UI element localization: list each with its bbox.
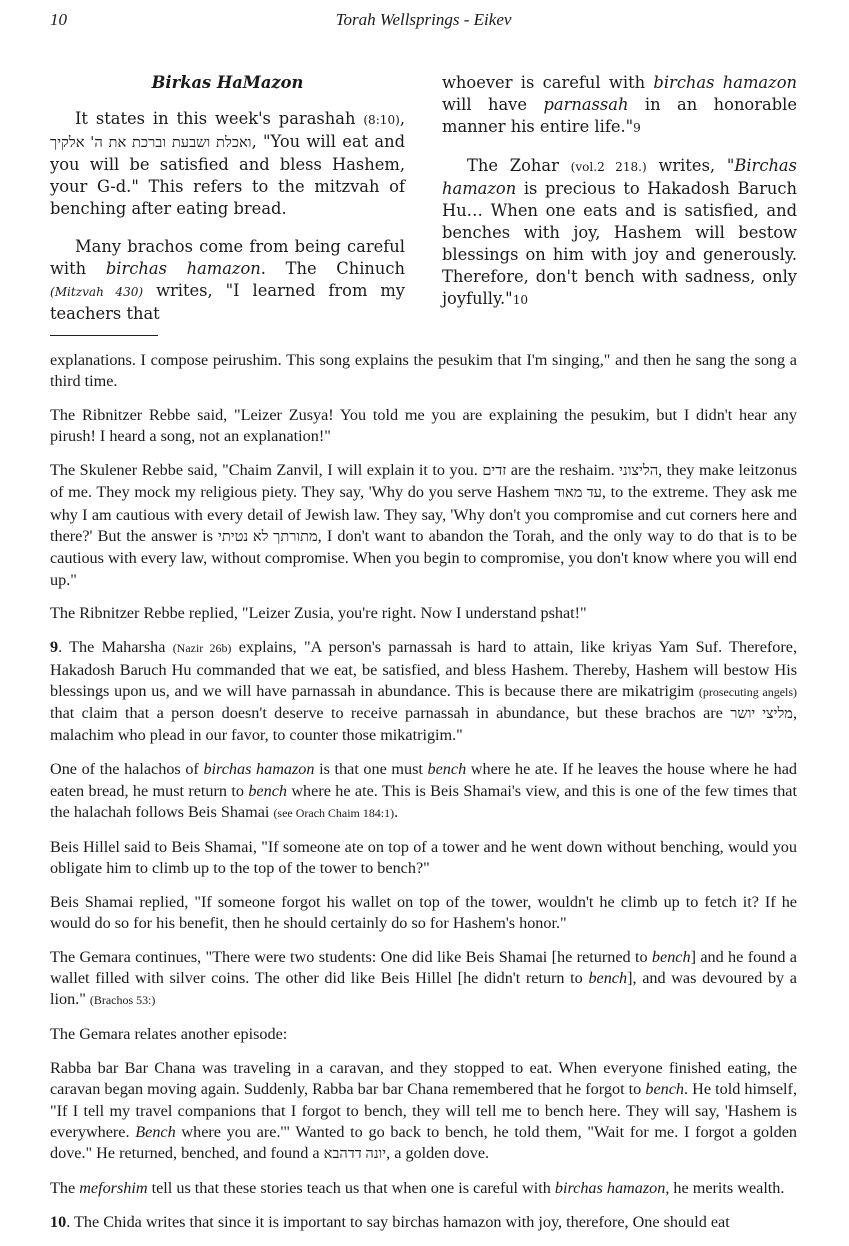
text-run: Many brachos come from being careful with — [50, 237, 405, 278]
emphasis: birchas hamazon — [653, 73, 797, 92]
emphasis: bench — [588, 969, 628, 988]
text-run: . The Maharsha — [58, 638, 173, 657]
paragraph — [50, 350, 797, 393]
left-column — [50, 72, 405, 341]
hebrew-text: ואכלת ושבעת וברכת את ה' אלקיך — [50, 134, 252, 151]
paragraph — [50, 460, 797, 591]
footnotes — [50, 350, 797, 1246]
text-run: . The Chinuch — [260, 259, 405, 278]
emphasis: birchas hamazon — [105, 259, 261, 278]
emphasis: Birchas hamazon — [442, 156, 797, 198]
paragraph — [50, 837, 797, 880]
text-run: where he ate. This is Beis Shamai's view, and this is one of the few times that the halachah follows Beis Shamai — [50, 781, 797, 821]
paragraph — [50, 405, 797, 448]
section-heading: Birkas HaMazon — [151, 73, 304, 92]
text-run: , — [399, 109, 405, 128]
text-run: explains, "A person's parnassah is hard to attain, like kriyas Yam Suf. Therefore, Hakadosh Baruch Hu commanded that we eat, be satisfied, and bless Hashem. Thereby, Hashem will bestow His blessings upon us, and we will have parnassah in abundance. This is because there are mikatrigim — [50, 638, 797, 700]
hebrew-text: הליצוני — [619, 463, 659, 480]
text-run: The Gemara relates another episode: — [50, 1025, 288, 1044]
text-run: ], and was devoured by a lion." — [50, 969, 797, 1009]
hebrew-text: עד מאוד — [554, 485, 602, 502]
right-paragraphs — [442, 72, 797, 311]
footnote-divider — [50, 335, 158, 336]
text-run: where you are.'" Wanted to go back to bench, he told them, "Wait for me. I forgot a golden dove." He returned, benched, and found a — [50, 1122, 798, 1163]
hebrew-text: זדים — [482, 463, 507, 480]
text-run: . — [394, 802, 399, 821]
page-number: 10 — [50, 10, 67, 29]
emphasis: bench — [427, 760, 467, 779]
hebrew-text: יונה דדהבא — [323, 1146, 387, 1163]
paragraph — [50, 108, 405, 220]
paragraph — [50, 1178, 797, 1199]
text-run: , malachim who plead in our favor, to counter those mikatrigim." — [50, 704, 797, 745]
text-run: The Ribnitzer Rebbe said, "Leizer Zusya! You told me you are explaining the pesukim, but I didn't hear any pirush! I heard a song, not an explanation!" — [50, 406, 797, 446]
paragraph — [50, 603, 797, 624]
text-run: The Skulener Rebbe said, "Chaim Zanvil, I will explain it to you. — [50, 461, 483, 480]
citation: (Mitzvah 430) — [50, 285, 144, 299]
emphasis: bench — [248, 781, 287, 800]
text-run: writes, "I learned from my teachers that — [50, 281, 405, 323]
text-run: The Gemara continues, "There were two students: One did like Beis Shamai [he returned to — [50, 947, 652, 966]
text-run: is precious to Hakadosh Baruch Hu… When one eats and is satisfied, and benches with joy, Hashem will bestow blessings on him with joy and generously. Therefore, don't bench with sadness, only joyfully." — [442, 179, 797, 308]
text-run: explanations. I compose peirushim. This song explains the pesukim that I'm singing," and then he sang the song a third time. — [50, 351, 797, 391]
citation: 9 — [633, 121, 641, 135]
footnote-number: 9 — [50, 638, 59, 657]
text-run: It states in this week's parashah — [75, 109, 364, 128]
paragraph — [50, 236, 405, 325]
text-run: in an honorable manner his entire life." — [442, 95, 797, 136]
text-run: , "You will eat and you will be satisfied and bless Hashem, your G-d." This refers to the mitzvah of benching after eating bread. — [50, 132, 405, 218]
text-run: tell us that these stories teach us that when one is careful with — [147, 1179, 555, 1197]
text-run: where he ate. If he leaves the house where he had eaten bread, he must return to — [50, 760, 797, 800]
hebrew-text: מליצי יושר — [730, 706, 793, 723]
paragraph — [50, 1212, 797, 1233]
text-run: , a golden dove. — [386, 1144, 490, 1163]
citation: (vol.2 218.) — [570, 160, 647, 174]
footnote-paragraphs — [50, 350, 797, 1233]
text-run: The Ribnitzer Rebbe replied, "Leizer Zusia, you're right. Now I understand pshat!" — [50, 604, 587, 623]
emphasis: birchas hamazon — [203, 760, 315, 779]
text-run: One of the halachos of — [50, 760, 204, 779]
paragraph — [50, 1024, 797, 1045]
hebrew-text: מתורתך לא נטיתי — [218, 529, 318, 546]
text-run: , he merits wealth. — [665, 1179, 785, 1197]
text-run: writes, " — [646, 156, 735, 175]
text-run: , they make leitzonus of me. They mock my religious piety. They say, 'Why do you serve Hashem — [50, 461, 797, 502]
text-run: Beis Hillel said to Beis Shamai, "If someone ate on top of a tower and he went down without benching, would you obligate him to climb up to the top of the tower to bench?" — [50, 837, 797, 877]
text-run: is that one must — [314, 760, 428, 779]
citation: 10 — [512, 293, 529, 307]
paragraph — [50, 947, 797, 1012]
text-run: The — [50, 1179, 80, 1197]
citation: (Nazir 26b) — [172, 641, 232, 656]
text-run: Beis Shamai replied, "If someone forgot his wallet on top of the tower, wouldn't he climb up to fetch it? If he would do so for his benefit, then he should certainly do so for Hashem's honor." — [50, 892, 797, 933]
citation: (prosecuting angels) — [698, 684, 797, 699]
emphasis: Bench — [135, 1122, 176, 1141]
emphasis: parnassah — [543, 95, 629, 114]
text-run: The Zohar — [467, 156, 571, 175]
citation: (Brachos 53:) — [89, 993, 156, 1008]
text-run: . He told himself, "If I tell my travel companions that I forgot to bench, they will tell me to bench here. They will say, 'Hashem is everywhere. — [50, 1080, 797, 1141]
emphasis: meforshim — [79, 1179, 148, 1197]
emphasis: bench — [645, 1080, 684, 1099]
text-run: ] and he found a wallet filled with silver coins. The other did like Beis Hillel [he didn't return to — [50, 947, 797, 988]
text-run: , to the extreme. They ask me why I am cautious with every detail of Jewish law. They say, 'Why don't you compromise and cut corners here and there?' But the answer is — [50, 483, 797, 546]
right-column — [442, 72, 797, 341]
emphasis: birchas hamazon — [554, 1179, 666, 1197]
text-run: are the reshaim. — [506, 461, 620, 480]
paragraph — [50, 1058, 797, 1165]
text-run: , I don't want to abandon the Torah, and the only way to do that is to be cautious with every law, without compromise. When you begin to compromise, you don't know where you will end up." — [50, 527, 797, 589]
running-title: Torah Wellsprings - Eikev — [335, 10, 512, 29]
paragraph — [50, 637, 797, 746]
citation: (see Orach Chaim 184:1) — [273, 805, 395, 820]
left-paragraphs — [50, 108, 405, 325]
text-run: that claim that a person doesn't deserve to receive parnassah in abundance, but these brachos are — [50, 704, 731, 723]
running-header — [50, 10, 797, 36]
paragraph — [442, 155, 797, 311]
footnote-number: 10 — [50, 1212, 67, 1231]
paragraph — [50, 892, 797, 935]
text-run: Rabba bar Bar Chana was traveling in a caravan, and they stopped to eat. When everyone finished eating, the caravan began moving again. Suddenly, Rabba bar bar Chana remembered that he forgot to — [50, 1059, 797, 1099]
text-run: will have — [442, 95, 544, 114]
paragraph — [50, 759, 797, 824]
text-run: . The Chida writes that since it is important to say birchas hamazon with joy, therefore, One should eat — [66, 1212, 730, 1231]
text-run: whoever is careful with — [442, 73, 654, 92]
main-text — [50, 72, 797, 341]
paragraph — [442, 72, 797, 139]
citation: (8:10) — [363, 113, 400, 127]
emphasis: bench — [651, 947, 691, 966]
